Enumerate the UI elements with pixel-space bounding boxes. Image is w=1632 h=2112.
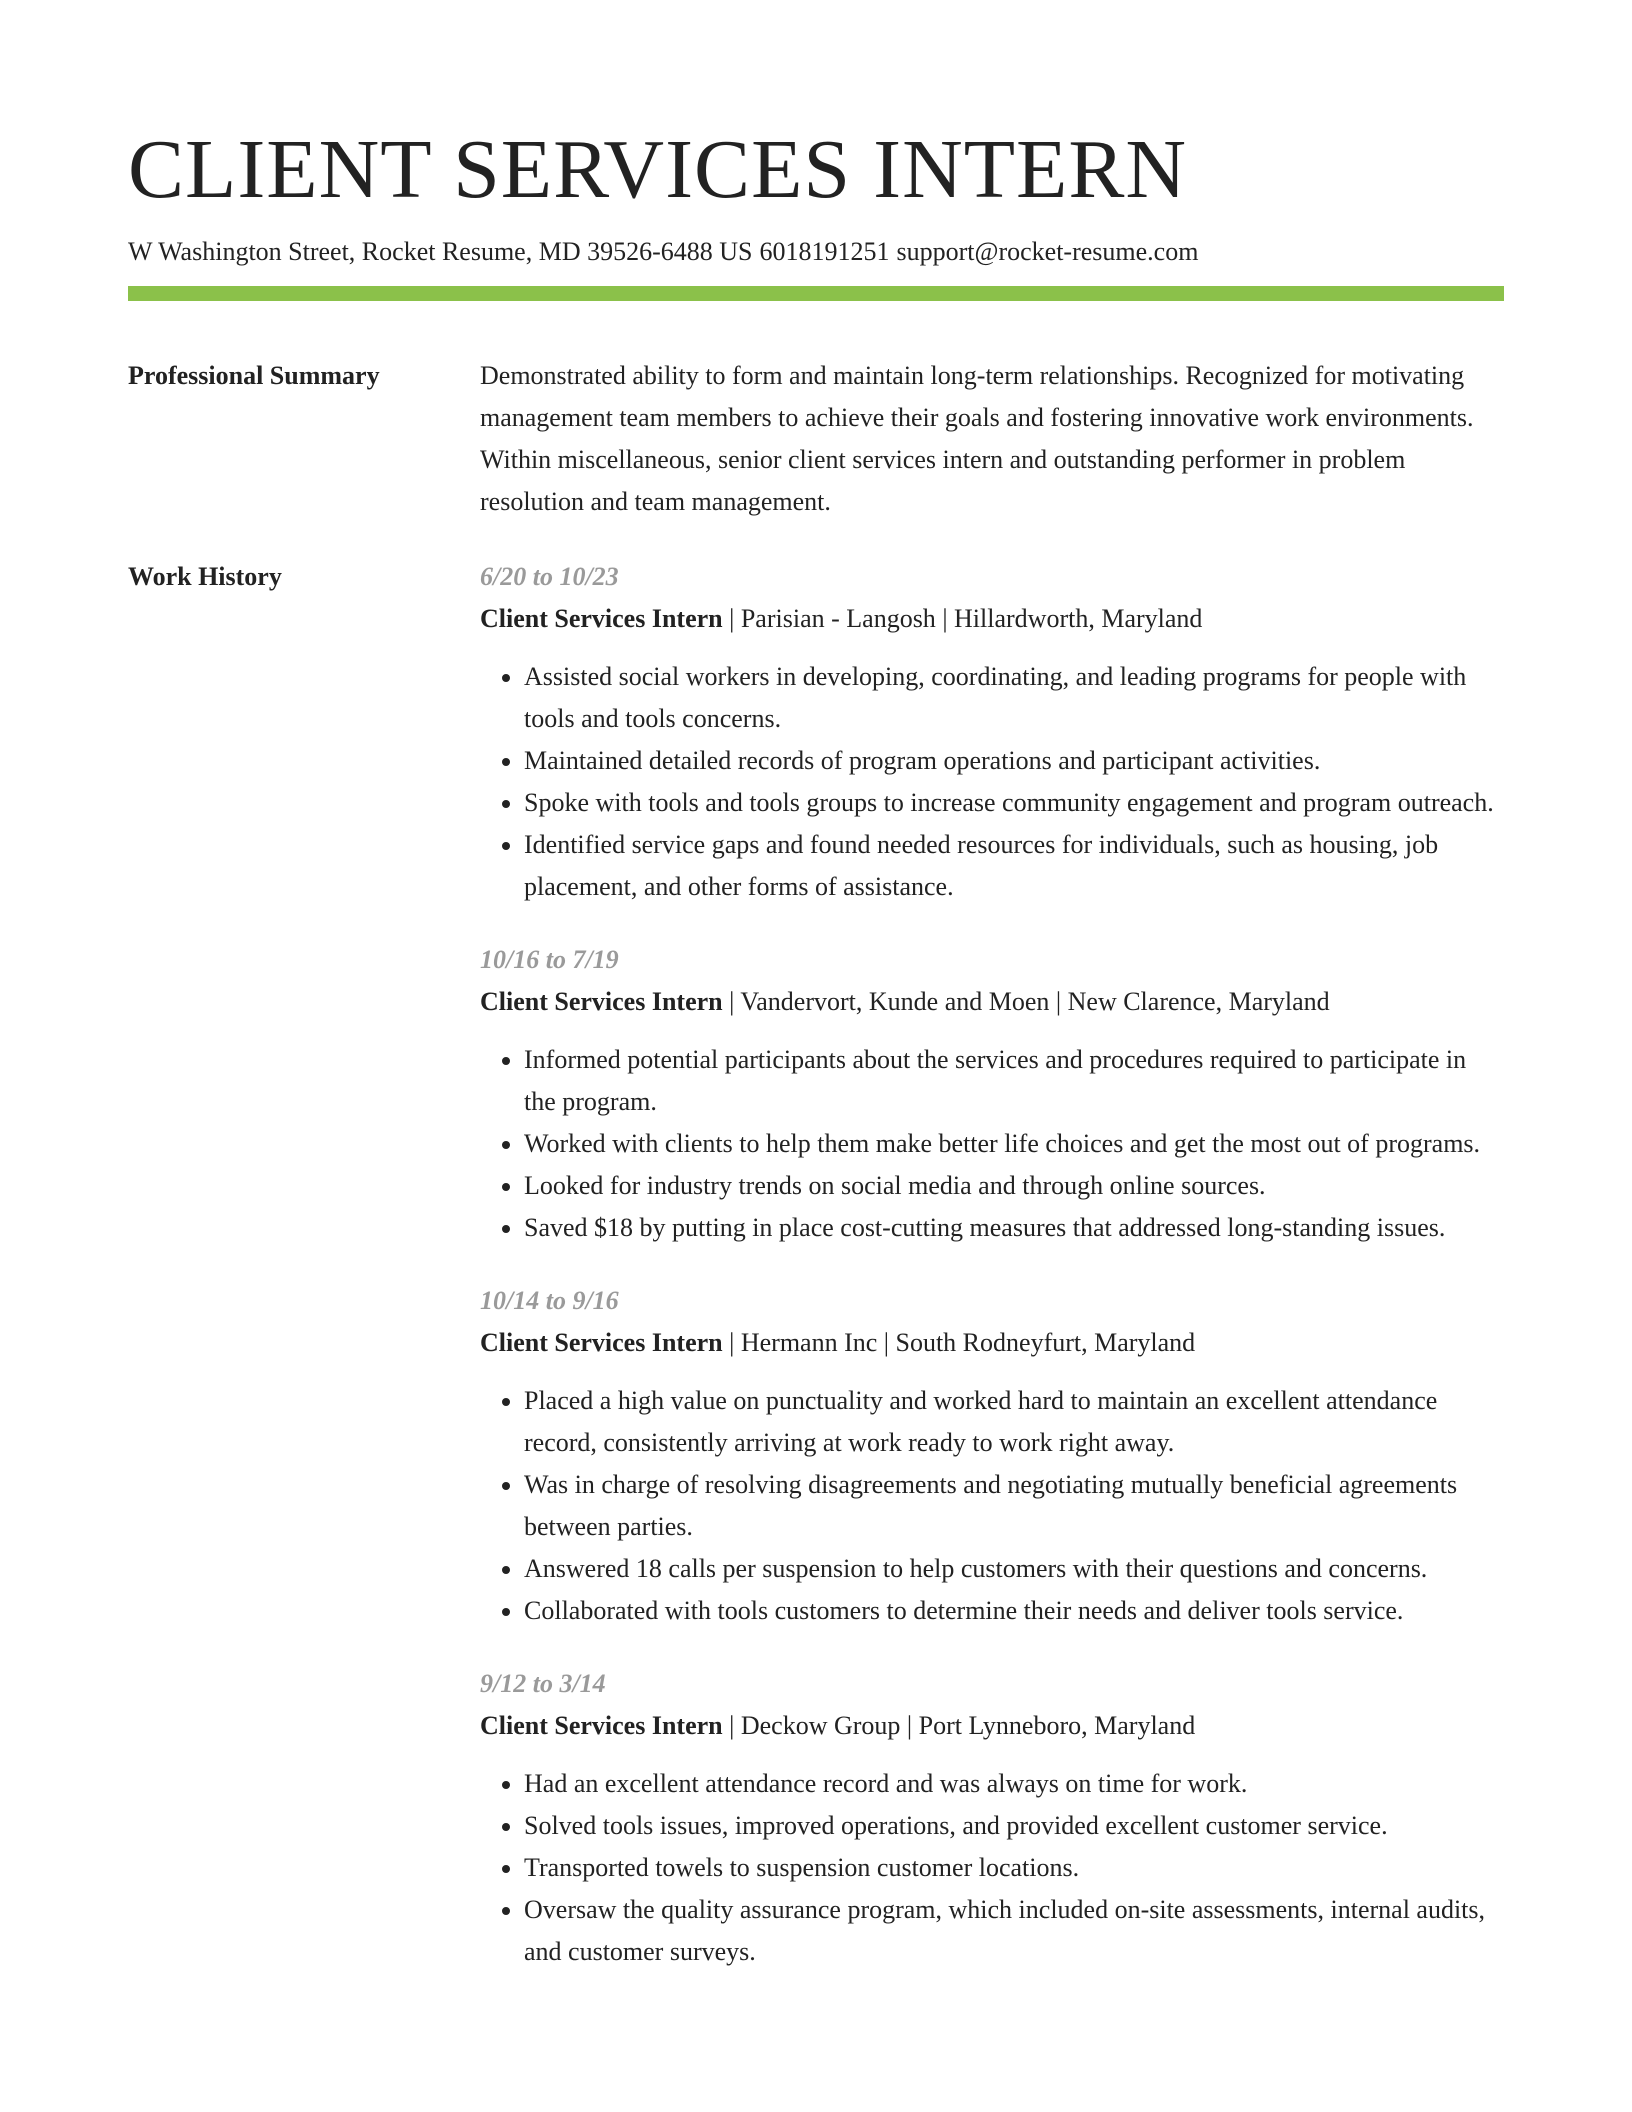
job-company: Parisian - Langosh: [740, 604, 936, 633]
job-bullet: • Identified service gaps and found needed resources for individuals, such as housing, job placement, and other forms of assistance.: [524, 824, 1504, 908]
job-entry: [480, 1280, 1504, 1632]
job-bullet: • Placed a high value on punctuality and worked hard to maintain an excellent attendance record, consistently arriving at work ready to work right away.: [524, 1380, 1504, 1464]
job-location: South Rodneyfurt, Maryland: [895, 1328, 1196, 1357]
job-bullets: [480, 1039, 1504, 1249]
contact-phone: 6018191251: [759, 237, 890, 266]
summary-section: [128, 355, 1504, 523]
separator: |: [729, 987, 735, 1016]
job-bullet: • Spoke with tools and tools groups to increase community engagement and program outreach.: [524, 782, 1504, 824]
job-heading: [480, 598, 1504, 640]
job-title: Client Services Intern: [480, 604, 723, 633]
job-company: Vandervort, Kunde and Moen: [740, 987, 1050, 1016]
job-bullets: [480, 1380, 1504, 1632]
job-entry: [480, 556, 1504, 908]
summary-body: [480, 355, 1504, 523]
job-bullets: [480, 1763, 1504, 1973]
job-company: Deckow Group: [740, 1711, 901, 1740]
separator: |: [729, 1328, 735, 1357]
job-title: Client Services Intern: [480, 1711, 723, 1740]
work-history-section: [128, 556, 1504, 2004]
work-history-label: Work History: [128, 562, 282, 591]
job-bullet: • Solved tools issues, improved operations, and provided excellent customer service.: [524, 1805, 1504, 1847]
job-bullet: • Informed potential participants about the services and procedures required to participate in the program.: [524, 1039, 1504, 1123]
job-heading: [480, 981, 1504, 1023]
job-heading: [480, 1322, 1504, 1364]
contact-address: W Washington Street, Rocket Resume, MD 39526-6488 US: [128, 237, 753, 266]
job-bullet: • Answered 18 calls per suspension to help customers with their questions and concerns.: [524, 1548, 1504, 1590]
job-location: Port Lynneboro, Maryland: [918, 1711, 1196, 1740]
job-dates: 10/16 to 7/19: [480, 945, 619, 974]
separator: |: [883, 1328, 889, 1357]
job-bullet: • Looked for industry trends on social media and through online sources.: [524, 1165, 1504, 1207]
job-location: Hillardworth, Maryland: [954, 604, 1203, 633]
job-heading: [480, 1705, 1504, 1747]
job-bullet: • Oversaw the quality assurance program, which included on-site assessments, internal audits, and customer surveys.: [524, 1889, 1504, 1973]
separator: |: [729, 604, 735, 633]
job-bullet: • Collaborated with tools customers to determine their needs and deliver tools service.: [524, 1590, 1504, 1632]
resume-name: CLIENT SERVICES INTERN: [128, 123, 1188, 216]
job-location: New Clarence, Maryland: [1067, 987, 1330, 1016]
separator: |: [906, 1711, 913, 1740]
job-entry: [480, 1663, 1504, 1973]
job-title: Client Services Intern: [480, 987, 723, 1016]
work-history-body: [480, 556, 1504, 2004]
job-bullet: • Had an excellent attendance record and was always on time for work.: [524, 1763, 1504, 1805]
contact-email: support@rocket-resume.com: [896, 237, 1199, 266]
contact-line: [128, 234, 1504, 270]
job-bullet: • Maintained detailed records of program operations and participant activities.: [524, 740, 1504, 782]
job-dates: 10/14 to 9/16: [480, 1286, 619, 1315]
separator: |: [729, 1711, 735, 1740]
job-company: Hermann Inc: [740, 1328, 878, 1357]
job-dates: 9/12 to 3/14: [480, 1669, 606, 1698]
job-bullet: • Worked with clients to help them make better life choices and get the most out of programs.: [524, 1123, 1504, 1165]
job-bullet: • Saved $18 by putting in place cost-cutting measures that addressed long-standing issues.: [524, 1207, 1504, 1249]
job-bullet: • Was in charge of resolving disagreements and negotiating mutually beneficial agreements between parties.: [524, 1464, 1504, 1548]
summary-text: Demonstrated ability to form and maintain long-term relationships. Recognized for motivating management team members to achieve their goals and fostering innovative work environments. Within miscellaneous, senior client services intern and outstanding performer in problem resolution and team management.: [480, 361, 1474, 516]
header-divider: [128, 286, 1504, 301]
job-dates: 6/20 to 10/23: [480, 562, 619, 591]
job-entry: [480, 939, 1504, 1249]
job-bullets: [480, 656, 1504, 908]
separator: |: [1055, 987, 1062, 1016]
job-bullet: • Transported towels to suspension customer locations.: [524, 1847, 1504, 1889]
summary-label: Professional Summary: [128, 361, 380, 390]
resume-page: [128, 118, 1504, 2004]
separator: |: [942, 604, 948, 633]
job-bullet: • Assisted social workers in developing, coordinating, and leading programs for people with tools and tools concerns.: [524, 656, 1504, 740]
job-title: Client Services Intern: [480, 1328, 723, 1357]
